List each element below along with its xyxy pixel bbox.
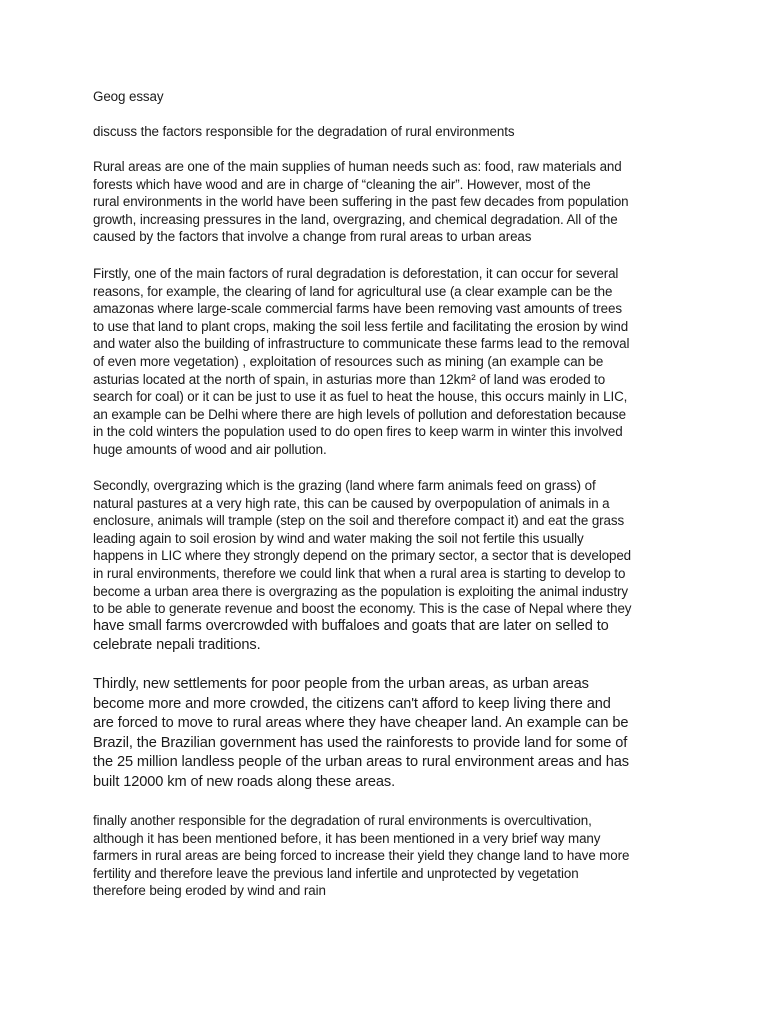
- paragraph-new-settlements: Thirdly, new settlements for poor people from the urban areas, as urban areas become more and more crowded, the citizens can't afford to keep living there and are forced to move to rural areas where they have cheaper land. An example can be Brazil, the Brazilian government has used the rainforests to provide land for some of the 25 million landless people of the urban areas to rural environment areas and has built 12000 km of new roads along these areas.: [93, 676, 629, 790]
- paragraph-introduction: Rural areas are one of the main supplies of human needs such as: food, raw materials and forests which have wood and are in charge of “cleaning the air”. However, most of the rural environments in the world have been suffering in the past few decades from population growth, increasing pressures in the land, overgrazing, and chemical degradation. All of the caused by the factors that involve a change from rural areas to urban areas: [93, 159, 629, 245]
- document-title: Geog essay: [93, 89, 164, 104]
- paragraph-overgrazing: Secondly, overgrazing which is the grazing (land where farm animals feed on grass) of natural pastures at a very high rate, this can be caused by overpopulation of animals in a enclosure, animals will trample (step on the soil and therefore compact it) and eat the grass leading again to soil erosion by wind and water making the soil not fertile this usually happens in LIC where they strongly depend on the primary sector, a sector that is developed in rural environments, therefore we could link that when a rural area is starting to develop to become a urban area there is overgrazing as the population is exploiting the animal industry to be able to generate revenue and boost the economy. This is the case of Nepal where they: [93, 478, 632, 617]
- essay-prompt: discuss the factors responsible for the degradation of rural environments: [93, 124, 515, 139]
- paragraph-deforestation: Firstly, one of the main factors of rural degradation is deforestation, it can occur for several reasons, for example, the clearing of land for agricultural use (a clear example can be the amazonas where large-scale commercial farms have been removing vast amounts of trees to use that land to plant crops, making the soil less fertile and facilitating the erosion by wind and water also the building of infrastructure to communicate these farms lead to the removal of even more vegetation) , exploitation of resources such as mining (an example can be asturias located at the north of spain, in asturias more than 12km² of land was eroded to search for coal) or it can be just to use it as fuel to heat the house, this occurs mainly in LIC, an example can be Delhi where there are high levels of pollution and deforestation because in the cold winters the population used to do open fires to keep warm in winter this involved huge amounts of wood and air pollution.: [93, 266, 630, 457]
- paragraph-overgrazing-continued: have small farms overcrowded with buffaloes and goats that are later on selled to celebrate nepali traditions.: [93, 618, 609, 653]
- paragraph-overcultivation: finally another responsible for the degradation of rural environments is overcultivation, although it has been mentioned before, it has been mentioned in a very brief way many farmers in rural areas are being forced to increase their yield they change land to have more fertility and therefore leave the previous land infertile and unprotected by vegetation therefore being eroded by wind and rain: [93, 813, 630, 899]
